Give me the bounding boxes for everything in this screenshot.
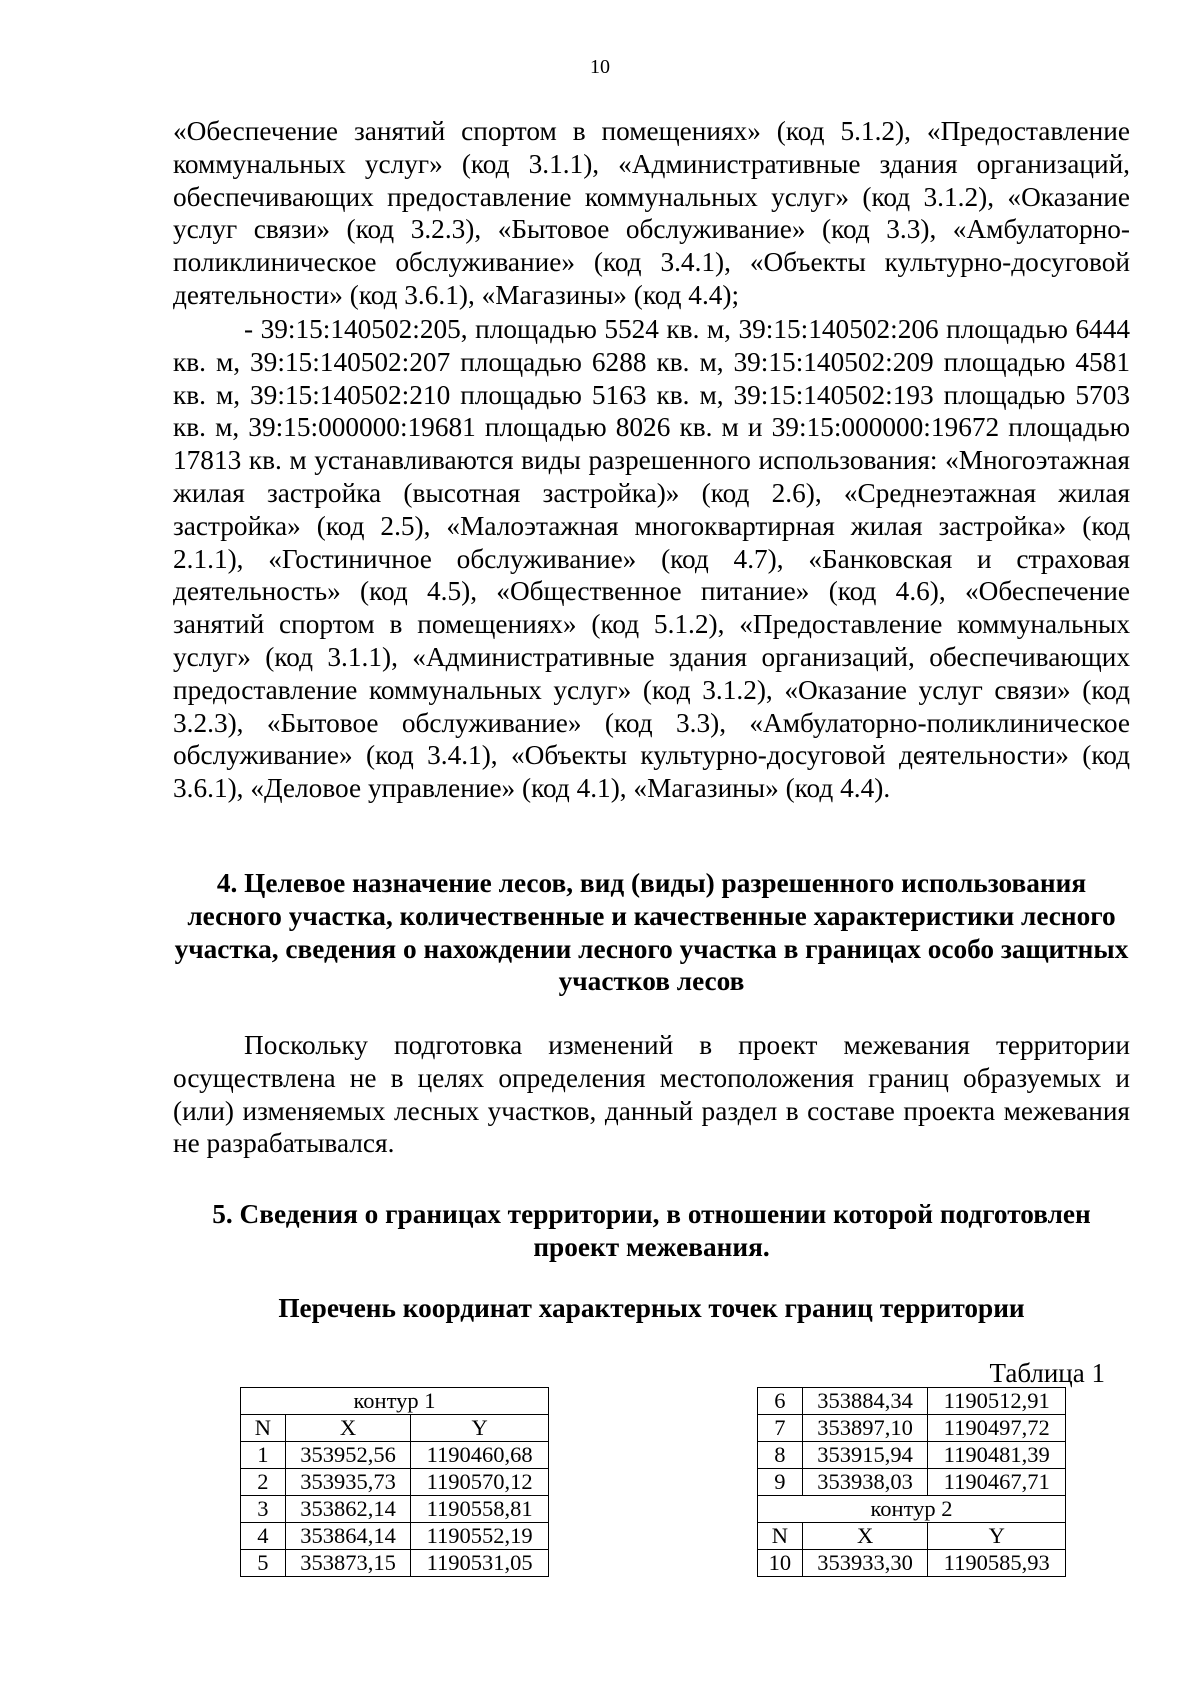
coordinate-x: 353935,73 <box>285 1469 411 1496</box>
coordinate-x: 353915,94 <box>802 1442 928 1469</box>
coordinates-list-heading: Перечень координат характерных точек границ территории <box>278 1293 1025 1323</box>
coordinates-table-right <box>757 1387 1066 1577</box>
paragraph-permitted-uses-continued: «Обеспечение занятий спортом в помещениях» (код 5.1.2), «Предоставление коммунальных услуг» (код 3.1.1), «Административные здания организаций, обеспечивающих предоставление коммунальных услуг» (код 3.1.2), «Оказание услуг связи» (код 3.2.3), «Бытовое обслуживание» (код 3.3), «Амбулаторно-поликлиническое обслуживание» (код 3.4.1), «Объекты культурно-досуговой деятельности» (код 3.6.1), «Магазины» (код 4.4); <box>173 116 1130 310</box>
contour-label-row <box>241 1388 549 1415</box>
table-row <box>758 1415 1066 1442</box>
column-header-row <box>241 1415 549 1442</box>
table-row <box>241 1469 549 1496</box>
column-header-row <box>758 1523 1066 1550</box>
coordinate-y: 1190552,19 <box>411 1523 549 1550</box>
point-number: 9 <box>758 1469 803 1496</box>
coordinate-y: 1190460,68 <box>411 1442 549 1469</box>
coordinate-y: 1190481,39 <box>928 1442 1066 1469</box>
section-5-heading: 5. Сведения о границах территории, в отношении которой подготовлен проект межевания. <box>212 1199 1091 1262</box>
column-header-y: Y <box>411 1415 549 1442</box>
column-header-y: Y <box>928 1523 1066 1550</box>
point-number: 1 <box>241 1442 286 1469</box>
coordinate-y: 1190512,91 <box>928 1388 1066 1415</box>
table-row <box>758 1442 1066 1469</box>
coordinate-y: 1190570,12 <box>411 1469 549 1496</box>
coordinate-y: 1190558,81 <box>411 1496 549 1523</box>
table-caption: Таблица 1 <box>989 1358 1105 1388</box>
point-number: 6 <box>758 1388 803 1415</box>
page-number: 10 <box>590 56 610 78</box>
point-number: 4 <box>241 1523 286 1550</box>
column-header-x: X <box>802 1523 928 1550</box>
coordinate-x: 353884,34 <box>802 1388 928 1415</box>
coordinate-y: 1190531,05 <box>411 1550 549 1577</box>
point-number: 3 <box>241 1496 286 1523</box>
coordinate-x: 353862,14 <box>285 1496 411 1523</box>
coordinate-x: 353933,30 <box>802 1550 928 1577</box>
coordinate-x: 353952,56 <box>285 1442 411 1469</box>
point-number: 2 <box>241 1469 286 1496</box>
table-row <box>241 1496 549 1523</box>
contour-1-label: контур 1 <box>241 1388 549 1415</box>
point-number: 10 <box>758 1550 803 1577</box>
table-row <box>241 1550 549 1577</box>
coordinate-y: 1190467,71 <box>928 1469 1066 1496</box>
contour-label-row <box>758 1496 1066 1523</box>
coordinate-x: 353897,10 <box>802 1415 928 1442</box>
table-row <box>241 1523 549 1550</box>
point-number: 7 <box>758 1415 803 1442</box>
point-number: 8 <box>758 1442 803 1469</box>
point-number: 5 <box>241 1550 286 1577</box>
table-row <box>758 1388 1066 1415</box>
paragraph-land-plots-list: - 39:15:140502:205, площадью 5524 кв. м, 39:15:140502:206 площадью 6444 кв. м, 39:15:140502:207 площадью 6288 кв. м, 39:15:140502:209 площадью 4581 кв. м, 39:15:140502:210 площадью 5163 кв. м, 39:15:140502:193 площадью 5703 кв. м, 39:15:000000:19681 площадью 8026 кв. м и 39:15:000000:19672 площадью 17813 кв. м устанавливаются виды разрешенного использования: «Многоэтажная жилая застройка (высотная застройка)» (код 2.6), «Среднеэтажная жилая застройка» (код 2.5), «Малоэтажная многоквартирная жилая застройка» (код 2.1.1), «Гостиничное обслуживание» (код 4.7), «Банковская и страховая деятельность» (код 4.5), «Общественное питание» (код 4.6), «Обеспечение занятий спортом в помещениях» (код 5.1.2), «Предоставление коммунальных услуг» (код 3.1.1), «Административные здания организаций, обеспечивающих предоставление коммунальных услуг» (код 3.1.2), «Оказание услуг связи» (код 3.2.3), «Бытовое обслуживание» (код 3.3), «Амбулаторно-поликлиническое обслуживание» (код 3.4.1), «Объекты культурно-досуговой деятельности» (код 3.6.1), «Деловое управление» (код 4.1), «Магазины» (код 4.4). <box>173 314 1130 804</box>
column-header-x: X <box>285 1415 411 1442</box>
coordinate-x: 353864,14 <box>285 1523 411 1550</box>
column-header-n: N <box>758 1523 803 1550</box>
coordinate-y: 1190585,93 <box>928 1550 1066 1577</box>
coordinate-x: 353938,03 <box>802 1469 928 1496</box>
paragraph-forest-section-note: Поскольку подготовка изменений в проект межевания территории осуществлена не в целях определения местоположения границ образуемых и (или) изменяемых лесных участков, данный раздел в составе проекта межевания не разрабатывался. <box>173 1030 1130 1159</box>
coordinate-y: 1190497,72 <box>928 1415 1066 1442</box>
contour-2-label: контур 2 <box>758 1496 1066 1523</box>
coordinate-x: 353873,15 <box>285 1550 411 1577</box>
coordinates-table-left <box>240 1387 549 1577</box>
column-header-n: N <box>241 1415 286 1442</box>
table-row <box>241 1442 549 1469</box>
table-row <box>758 1550 1066 1577</box>
section-4-heading: 4. Целевое назначение лесов, вид (виды) разрешенного использования лесного участка, количественные и качественные характеристики лесного участка, сведения о нахождении лесного участка в границах особо защитных участков лесов <box>174 868 1129 997</box>
table-row <box>758 1469 1066 1496</box>
